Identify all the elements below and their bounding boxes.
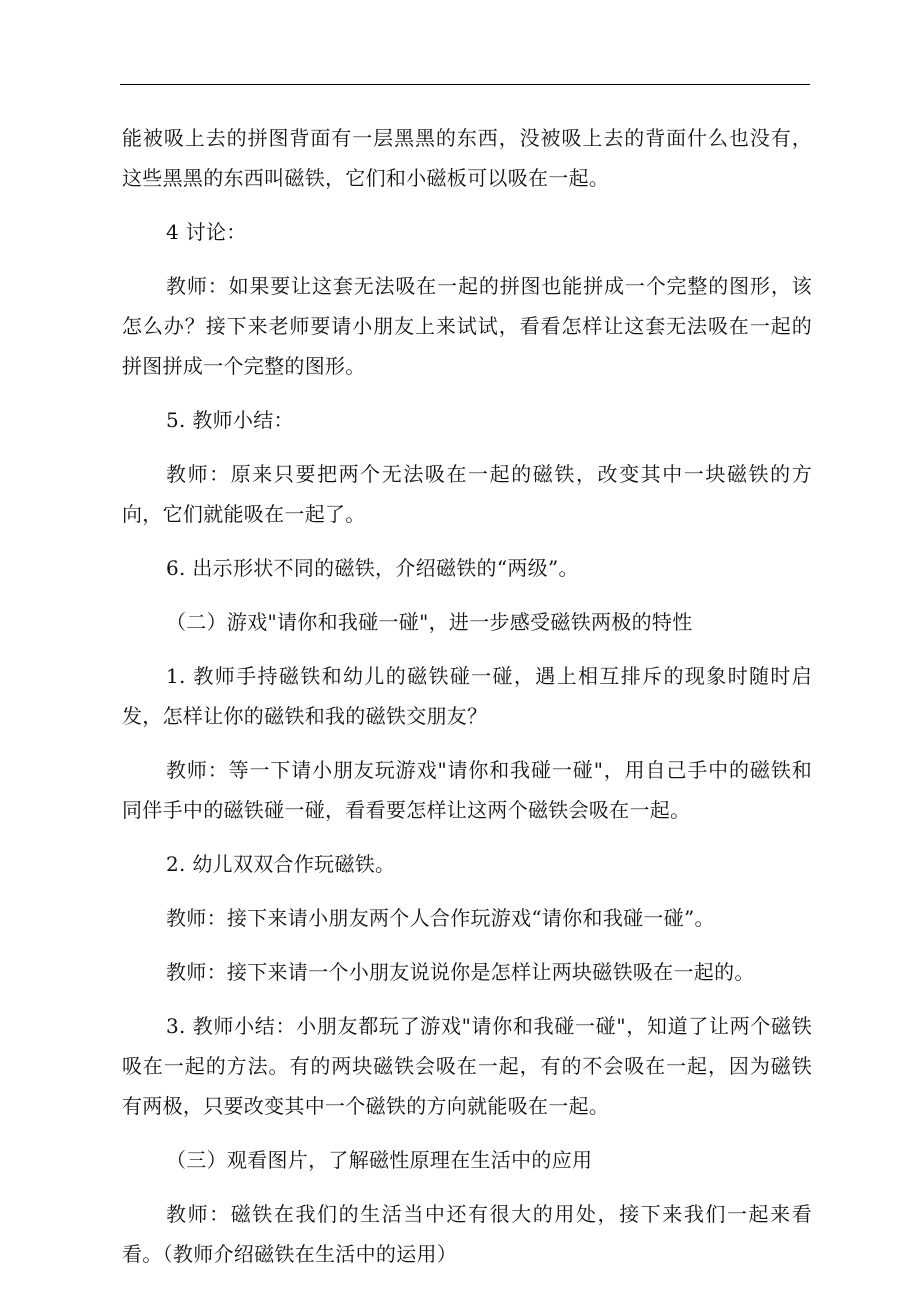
paragraph: 6. 出示形状不同的磁铁，介绍磁铁的“两级”。 <box>166 556 579 580</box>
paragraph: 1. 教师手持磁铁和幼儿的磁铁碰一碰，遇上相互排斥的现象时随时启发，怎样让你的磁铁和我的磁铁交朋友？ <box>122 664 812 728</box>
document-body <box>122 118 812 1288</box>
paragraph: 教师：原来只要把两个无法吸在一起的磁铁，改变其中一块磁铁的方向，它们就能吸在一起了。 <box>122 462 812 526</box>
section-heading: 4 讨论： <box>166 220 247 244</box>
section-heading: 5. 教师小结： <box>166 408 294 432</box>
section-heading: （三）观看图片，了解磁性原理在生活中的应用 <box>166 1148 593 1172</box>
paragraph: 教师：接下来请小朋友两个人合作玩游戏“请你和我碰一碰”。 <box>166 906 715 930</box>
paragraph: 教师：等一下请小朋友玩游戏"请你和我碰一碰"，用自己手中的磁铁和同伴手中的磁铁碰一碰，看看要怎样让这两个磁铁会吸在一起。 <box>122 758 812 822</box>
paragraph: 2. 幼儿双双合作玩磁铁。 <box>166 852 396 876</box>
paragraph: 3. 教师小结：小朋友都玩了游戏"请你和我碰一碰"，知道了让两个磁铁吸在一起的方法。有的两块磁铁会吸在一起，有的不会吸在一起，因为磁铁有两极，只要改变其中一个磁铁的方向就能吸在一起。 <box>122 1014 812 1118</box>
paragraph: 教师：磁铁在我们的生活当中还有很大的用处，接下来我们一起来看看。（教师介绍磁铁在生活中的运用） <box>122 1202 812 1266</box>
paragraph: 能被吸上去的拼图背面有一层黑黑的东西，没被吸上去的背面什么也没有，这些黑黑的东西叫磁铁，它们和小磁板可以吸在一起。 <box>122 126 812 190</box>
paragraph: 教师：接下来请一个小朋友说说你是怎样让两块磁铁吸在一起的。 <box>166 960 755 984</box>
section-heading: （二）游戏"请你和我碰一碰"，进一步感受磁铁两极的特性 <box>166 610 693 634</box>
paragraph: 教师：如果要让这套无法吸在一起的拼图也能拼成一个完整的图形，该怎么办？接下来老师要请小朋友上来试试，看看怎样让这套无法吸在一起的拼图拼成一个完整的图形。 <box>122 274 812 378</box>
header-rule <box>120 84 810 85</box>
